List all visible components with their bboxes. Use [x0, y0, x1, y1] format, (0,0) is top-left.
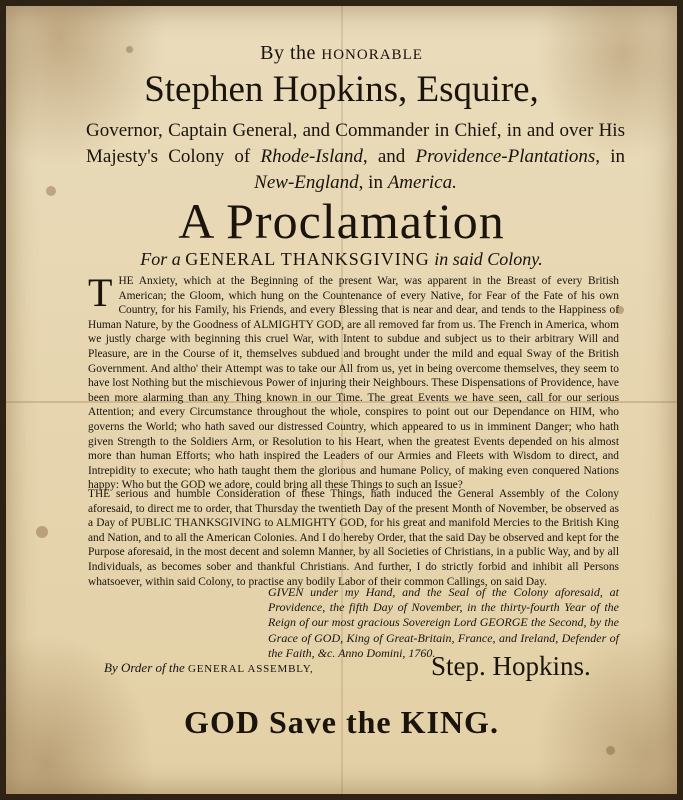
given-under-my-hand: GIVEN under my Hand, and the Seal of the Colony aforesaid, at Providence, the fifth Day of November, in the thirty-fourth Year of the Reign of our most gracious Sovereign Lord GEORGE the Second, by the Grace of GOD, King of Great-Britain, France, and Ireland, Defender of the Faith, &c. Anno Domini, 1760.: [268, 585, 619, 660]
stain: [606, 746, 615, 755]
signature: Step. Hopkins.: [431, 651, 591, 681]
paragraph-1-text: HE Anxiety, which at the Beginning of the present War, was apparent in the Breast of every British American; the Gloom, which hung on the Countenance of every Native, for Fear of the Fate of his own Country, for his Family, his Friends, and every Blessing that is near and dear, and tends to the Happiness of Human Nature, by the Goodness of ALMIGHTY GOD, are all removed far from us. The French in America, whom we justly charge with beginning this cruel War, with Intent to subdue and subject us to their arbitrary Will and Pleasure, are in the Course of it, themselves subdued and brought under the mild and equal Sway of the British Government. And altho' their Attempt was to take our All from us, yet in being overcome themselves, they seem to have lost Nothing but the mischievous Power of injuring their Neighbours. These Dispensations of Providence, have been more alarming than any Thing known in our Time. The great Events we have seen, call for our serious Attention; and every Circumstance throughout the whole, conspires to point out our Dependance on HIM, who governs the World; who hath saved our distressed Country, which appeared to us in imminent Danger; who hath given Strength to the Soldiers Arm, or Resolution to his Heart, when the greatest Events depended on his almost more than human Efforts; who hath inspired the Leaders of our Armies and Fleets with Wisdom to direct, and Intrepidity to execute; who hath taught them the glorious and humane Policy, of making even conquered Nations happy: Who but the GOD we adore, could bring all these Things to such an Issue?: [88, 275, 619, 492]
stain: [36, 526, 48, 538]
proclamation-subtitle: For a GENERAL THANKSGIVING in said Colony.: [140, 249, 543, 269]
paragraph-1: [88, 270, 619, 493]
proclamation-sheet: [6, 6, 677, 794]
governor-titles: Governor, Captain General, and Commander in Chief, in and over His Majesty's Colony of Rhode-Island, and Providence-Plantations, in New-England, in America.: [86, 120, 626, 193]
proclamation-title: A Proclamation: [178, 193, 505, 249]
governor-name: Stephen Hopkins, Esquire,: [144, 69, 539, 110]
paragraph-2: THE serious and humble Consideration of these Things, hath induced the General Assembly of the Colony aforesaid, to direct me to order, that Thursday the twentieth Day of the present Month of November, be observed as a Day of PUBLIC THANKSGIVING to ALMIGHTY GOD, for his great and manifold Mercies to the British King and Nation, and to all the American Colonies. And I do hereby Order, that the said Day be observed and kept for the Purpose aforesaid, in the most decent and solemn Manner, by all Societies of Christians, in a public Way, and by all Individuals, as becomes sober and thankful Christians. And further, I do strictly forbid and inhibit all Persons whatsoever, within said Colony, to practise any bodily Labor of their common Callings, on said Day.: [88, 488, 619, 588]
drop-cap: T: [88, 270, 113, 315]
god-save-the-king: GOD Save the KING.: [184, 704, 499, 740]
by-the-honorable: By the HONORABLE: [260, 42, 423, 64]
order-of-assembly: By Order of the GENERAL ASSEMBLY,: [104, 660, 314, 675]
